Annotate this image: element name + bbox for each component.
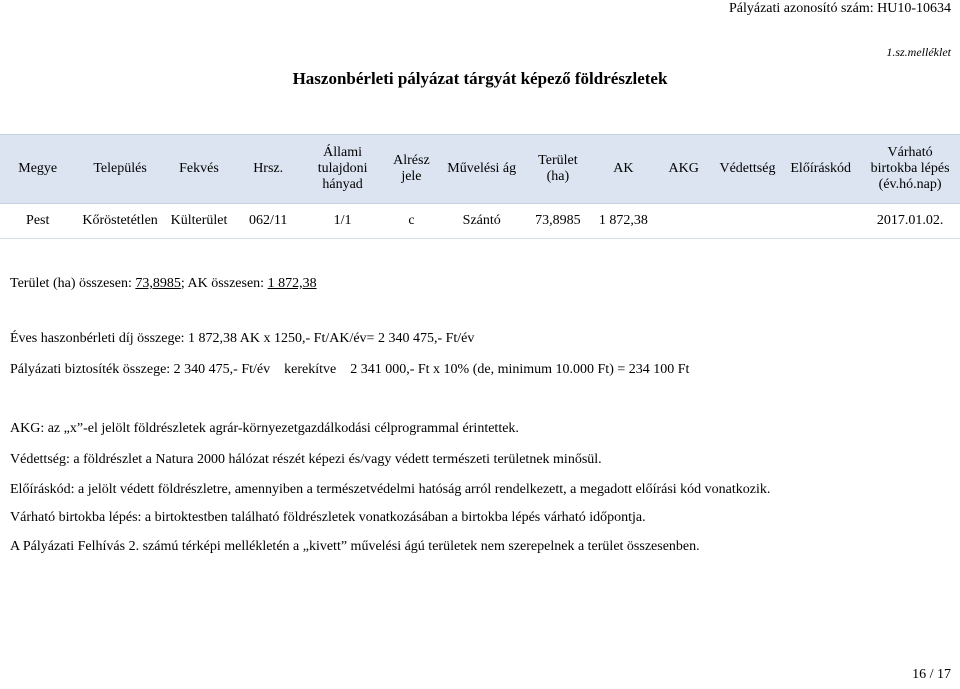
col-header: Megye: [0, 135, 75, 204]
application-id: Pályázati azonosító szám: HU10-10634: [728, 1, 951, 16]
col-header: Település: [75, 135, 164, 204]
note-protection: Védettség: a földrészlet a Natura 2000 hálózat részét képezi és/vagy védett természeti területnek minősül.: [10, 452, 602, 467]
col-header: Állami tulajdoni hányad: [303, 135, 382, 204]
parcel-table: [0, 134, 960, 239]
col-header: Várható birtokba lépés (év.hó.nap): [860, 135, 960, 204]
col-header: Alrész jele: [382, 135, 441, 204]
table-cell: Külterület: [165, 204, 234, 239]
page-number: 16 / 17: [912, 667, 951, 682]
col-header: AKG: [654, 135, 714, 204]
col-header: Fekvés: [165, 135, 234, 204]
ak-total: 1 872,38: [267, 276, 317, 291]
table-cell: Pest: [0, 204, 75, 239]
table-cell: 062/11: [233, 204, 303, 239]
annual-fee-text: Éves haszonbérleti díj összege: 1 872,38 AK x 1250,- Ft/AK/év= 2 340 475,- Ft/év: [10, 331, 475, 346]
col-header: AK: [593, 135, 654, 204]
table-cell: 1/1: [303, 204, 382, 239]
area-total: 73,8985: [135, 276, 181, 291]
deposit-text: Pályázati biztosíték összege: 2 340 475,- Ft/év kerekítve 2 341 000,- Ft x 10% (de, minimum 10.000 Ft) = 234 100 Ft: [10, 362, 690, 377]
table-header-row: [0, 135, 960, 204]
col-header: Művelési ág: [441, 135, 523, 204]
summary-prefix: Terület (ha) összesen:: [10, 276, 136, 291]
table-cell: 73,8985: [523, 204, 593, 239]
note-excluded: A Pályázati Felhívás 2. számú térképi mellékletén a „kivett” művelési ágú területek nem szerepelnek a terület összesenben.: [10, 539, 700, 554]
table-row: [0, 204, 960, 239]
col-header: Terület (ha): [523, 135, 593, 204]
document-title: Haszonbérleti pályázat tárgyát képező földrészletek: [292, 69, 668, 88]
annex-label: 1.sz.melléklet: [886, 45, 951, 59]
note-code: Előíráskód: a jelölt védett földrészletre, amennyiben a természetvédelmi hatóság arról rendelkezett, a megadott előírási kód vonatkozik.: [10, 482, 771, 497]
table-cell: [654, 204, 714, 239]
table-cell: 1 872,38: [593, 204, 654, 239]
col-header: Előíráskód: [781, 135, 860, 204]
table-cell: c: [382, 204, 441, 239]
note-akg: AKG: az „x”-el jelölt földrészletek agrár-környezetgazdálkodási célprogrammal érintettek.: [10, 421, 519, 436]
table-cell: [781, 204, 860, 239]
table-cell: Szántó: [441, 204, 523, 239]
col-header: Hrsz.: [233, 135, 303, 204]
summary-mid: ; AK összesen:: [180, 276, 268, 291]
note-possession: Várható birtokba lépés: a birtoktestben található földrészletek vonatkozásában a birtokba lépés várható időpontja.: [10, 510, 646, 525]
area-summary: [10, 276, 317, 292]
table-cell: Kőröstetétlen: [75, 204, 164, 239]
col-header: Védettség: [714, 135, 782, 204]
table-cell: [714, 204, 782, 239]
table-cell: 2017.01.02.: [860, 204, 960, 239]
